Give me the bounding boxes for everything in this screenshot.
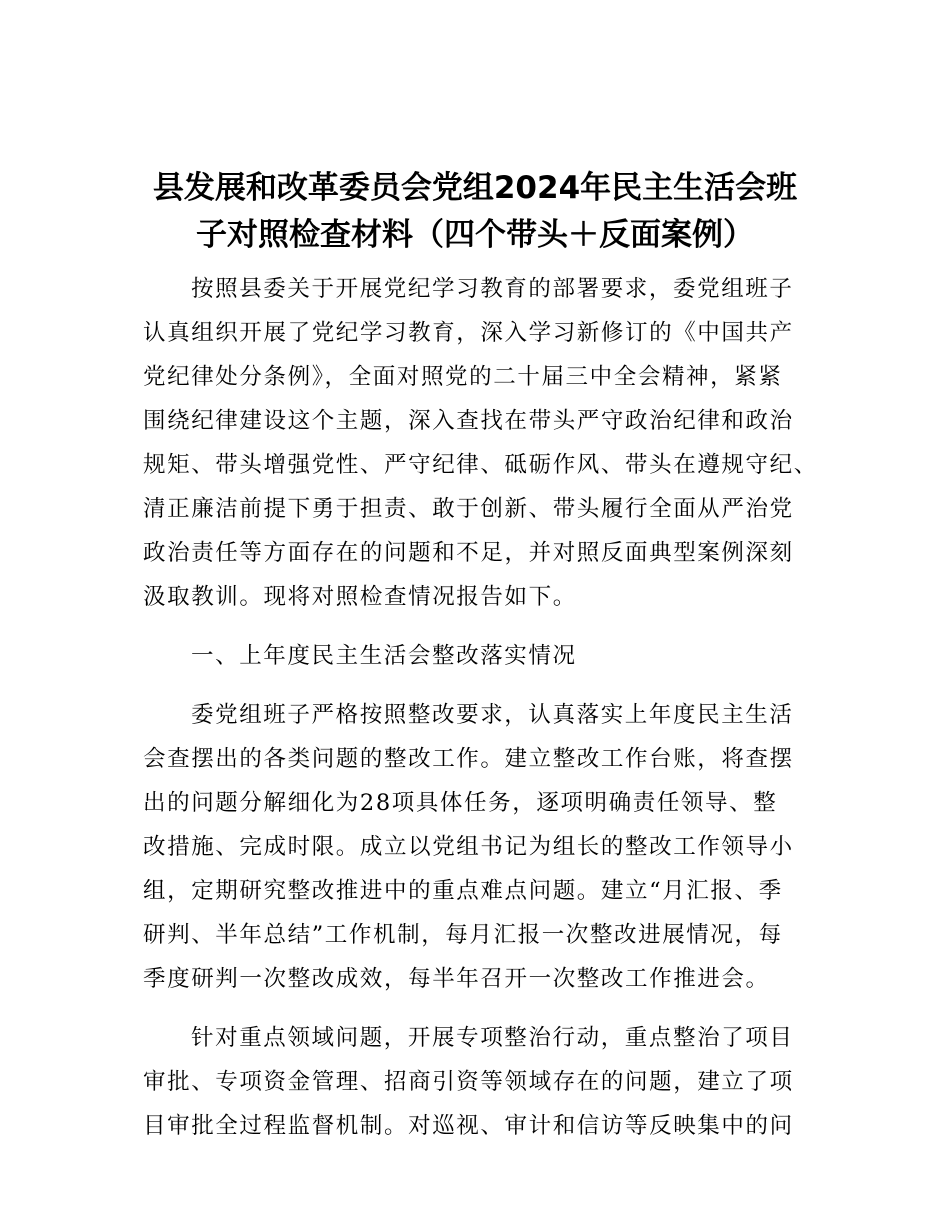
document-body xyxy=(143,267,825,1148)
text-line: 针对重点领域问题，开展专项整治行动，重点整治了项目 xyxy=(191,1025,794,1051)
text-line: 组，定期研究整改推进中的重点难点问题。建立“月汇报、季 xyxy=(143,878,783,904)
text-line: 汲取教训。现将对照检查情况报告如下。 xyxy=(143,584,577,610)
text-line: 研判、半年总结”工作机制，每月汇报一次整改进展情况，每 xyxy=(143,922,783,948)
document-title xyxy=(120,165,830,259)
paragraph-spacer xyxy=(143,678,825,693)
text-line: 认真组织开展了党纪学习教育，深入学习新修订的《中国共产 xyxy=(143,320,794,346)
title-line-2: 子对照检查材料（四个带头＋反面案例） xyxy=(196,217,754,253)
text-line: 规矩、带头增强党性、严守纪律、砥砺作风、带头在遵规守纪、 xyxy=(143,452,818,478)
text-line: 党纪律处分条例》，全面对照党的二十届三中全会精神，紧紧 xyxy=(143,364,783,390)
text-line: 会查摆出的各类问题的整改工作。建立整改工作台账，将查摆 xyxy=(143,746,794,772)
section-heading-1 xyxy=(143,634,825,678)
paragraph-spacer xyxy=(143,1001,825,1016)
text-line: 围绕纪律建设这个主题，深入查找在带头严守政治纪律和政治 xyxy=(143,408,794,434)
text-line: 委党组班子严格按照整改要求，认真落实上年度民主生活 xyxy=(191,702,794,728)
paragraph-spacer xyxy=(143,619,825,634)
section-heading-text: 一、上年度民主生活会整改落实情况 xyxy=(191,643,577,669)
text-line: 清正廉洁前提下勇于担责、敢于创新、带头履行全面从严治党 xyxy=(143,496,794,522)
paragraph-intro xyxy=(143,267,825,619)
text-line: 按照县委关于开展党纪学习教育的部署要求，委党组班子 xyxy=(191,276,794,302)
title-line-1: 县发展和改革委员会党组2024年民主生活会班 xyxy=(152,170,798,206)
text-line: 改措施、完成时限。成立以党组书记为组长的整改工作领导小 xyxy=(143,834,794,860)
text-line: 出的问题分解细化为28项具体任务，逐项明确责任领导、整 xyxy=(143,790,778,816)
paragraph-special-rectification xyxy=(143,1016,825,1148)
text-line: 政治责任等方面存在的问题和不足，并对照反面典型案例深刻 xyxy=(143,540,794,566)
text-line: 目审批全过程监督机制。对巡视、审计和信访等反映集中的问 xyxy=(143,1113,794,1139)
paragraph-rectification xyxy=(143,693,825,1001)
text-line: 审批、专项资金管理、招商引资等领域存在的问题，建立了项 xyxy=(143,1069,794,1095)
text-line: 季度研判一次整改成效，每半年召开一次整改工作推进会。 xyxy=(143,966,770,992)
